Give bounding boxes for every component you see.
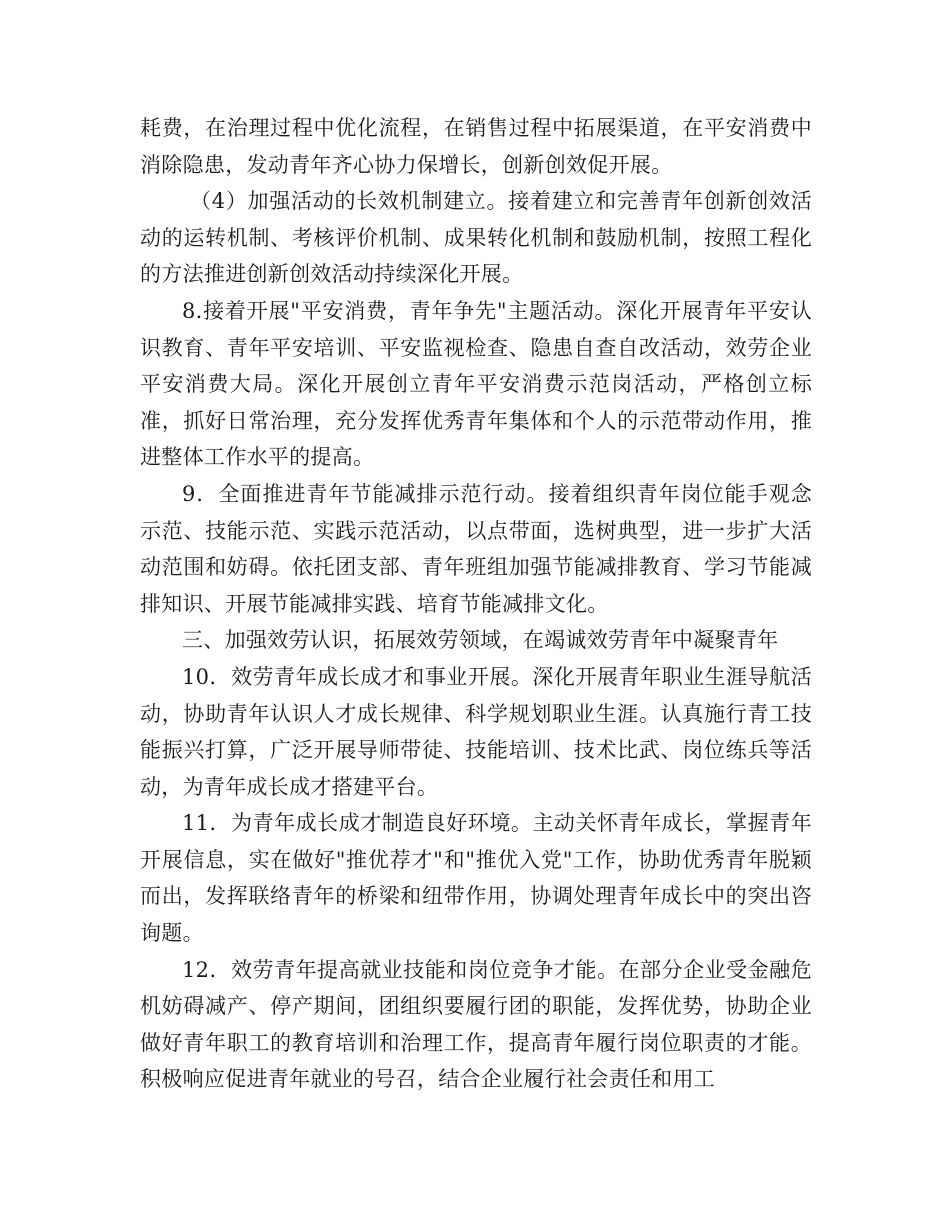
document-body [140,110,812,1098]
paragraph-item-9: 9．全面推进青年节能减排示范行动。接着组织青年岗位能手观念示范、技能示范、实践示范活动，以点带面，选树典型，进一步扩大活动范围和妨碍。依托团支部、青年班组加强节能减排教育、学习节能减排知识、开展节能减排实践、培育节能减排文化。 [140,481,812,616]
paragraph-item-12: 12．效劳青年提高就业技能和岗位竞争才能。在部分企业受金融危机妨碍减产、停产期间，团组织要履行团的职能，发挥优势，协助企业做好青年职工的教育培训和治理工作，提高青年履行岗位职责的才能。积极响应促进青年就业的号召，结合企业履行社会责任和用工 [140,957,812,1092]
paragraph-item-10: 10．效劳青年成长成才和事业开展。深化开展青年职业生涯导航活动，协助青年认识人才成长规律、科学规划职业生涯。认真施行青工技能振兴打算，广泛开展导师带徒、技能培训、技术比武、岗位练兵等活动，为青年成长成才搭建平台。 [140,664,812,799]
section-heading-3: 三、加强效劳认识，拓展效劳领域，在竭诚效劳青年中凝聚青年 [182,628,779,653]
paragraph-item-8: 8.接着开展"平安消费，青年争先"主题活动。深化开展青年平安认识教育、青年平安培训、平安监视检查、隐患自查自改活动，效劳企业平安消费大局。深化开展创立青年平安消费示范岗活动，严格创立标准，抓好日常治理，充分发挥优秀青年集体和个人的示范带动作用，推进整体工作水平的提高。 [140,298,812,470]
paragraph-item-11: 11．为青年成长成才制造良好环境。主动关怀青年成长，掌握青年开展信息，实在做好"推优荐才"和"推优入党"工作，协助优秀青年脱颖而出，发挥联络青年的桥梁和纽带作用，协调处理青年成长中的突出咨询题。 [140,811,812,946]
paragraph-continuation: 耗费，在治理过程中优化流程，在销售过程中拓展渠道，在平安消费中消除隐患，发动青年齐心协力保增长，创新创效促开展。 [140,116,812,177]
paragraph-item-4: （4）加强活动的长效机制建立。接着建立和完善青年创新创效活动的运转机制、考核评价机制、成果转化机制和鼓励机制，按照工程化的方法推进创新创效活动持续深化开展。 [140,189,812,287]
